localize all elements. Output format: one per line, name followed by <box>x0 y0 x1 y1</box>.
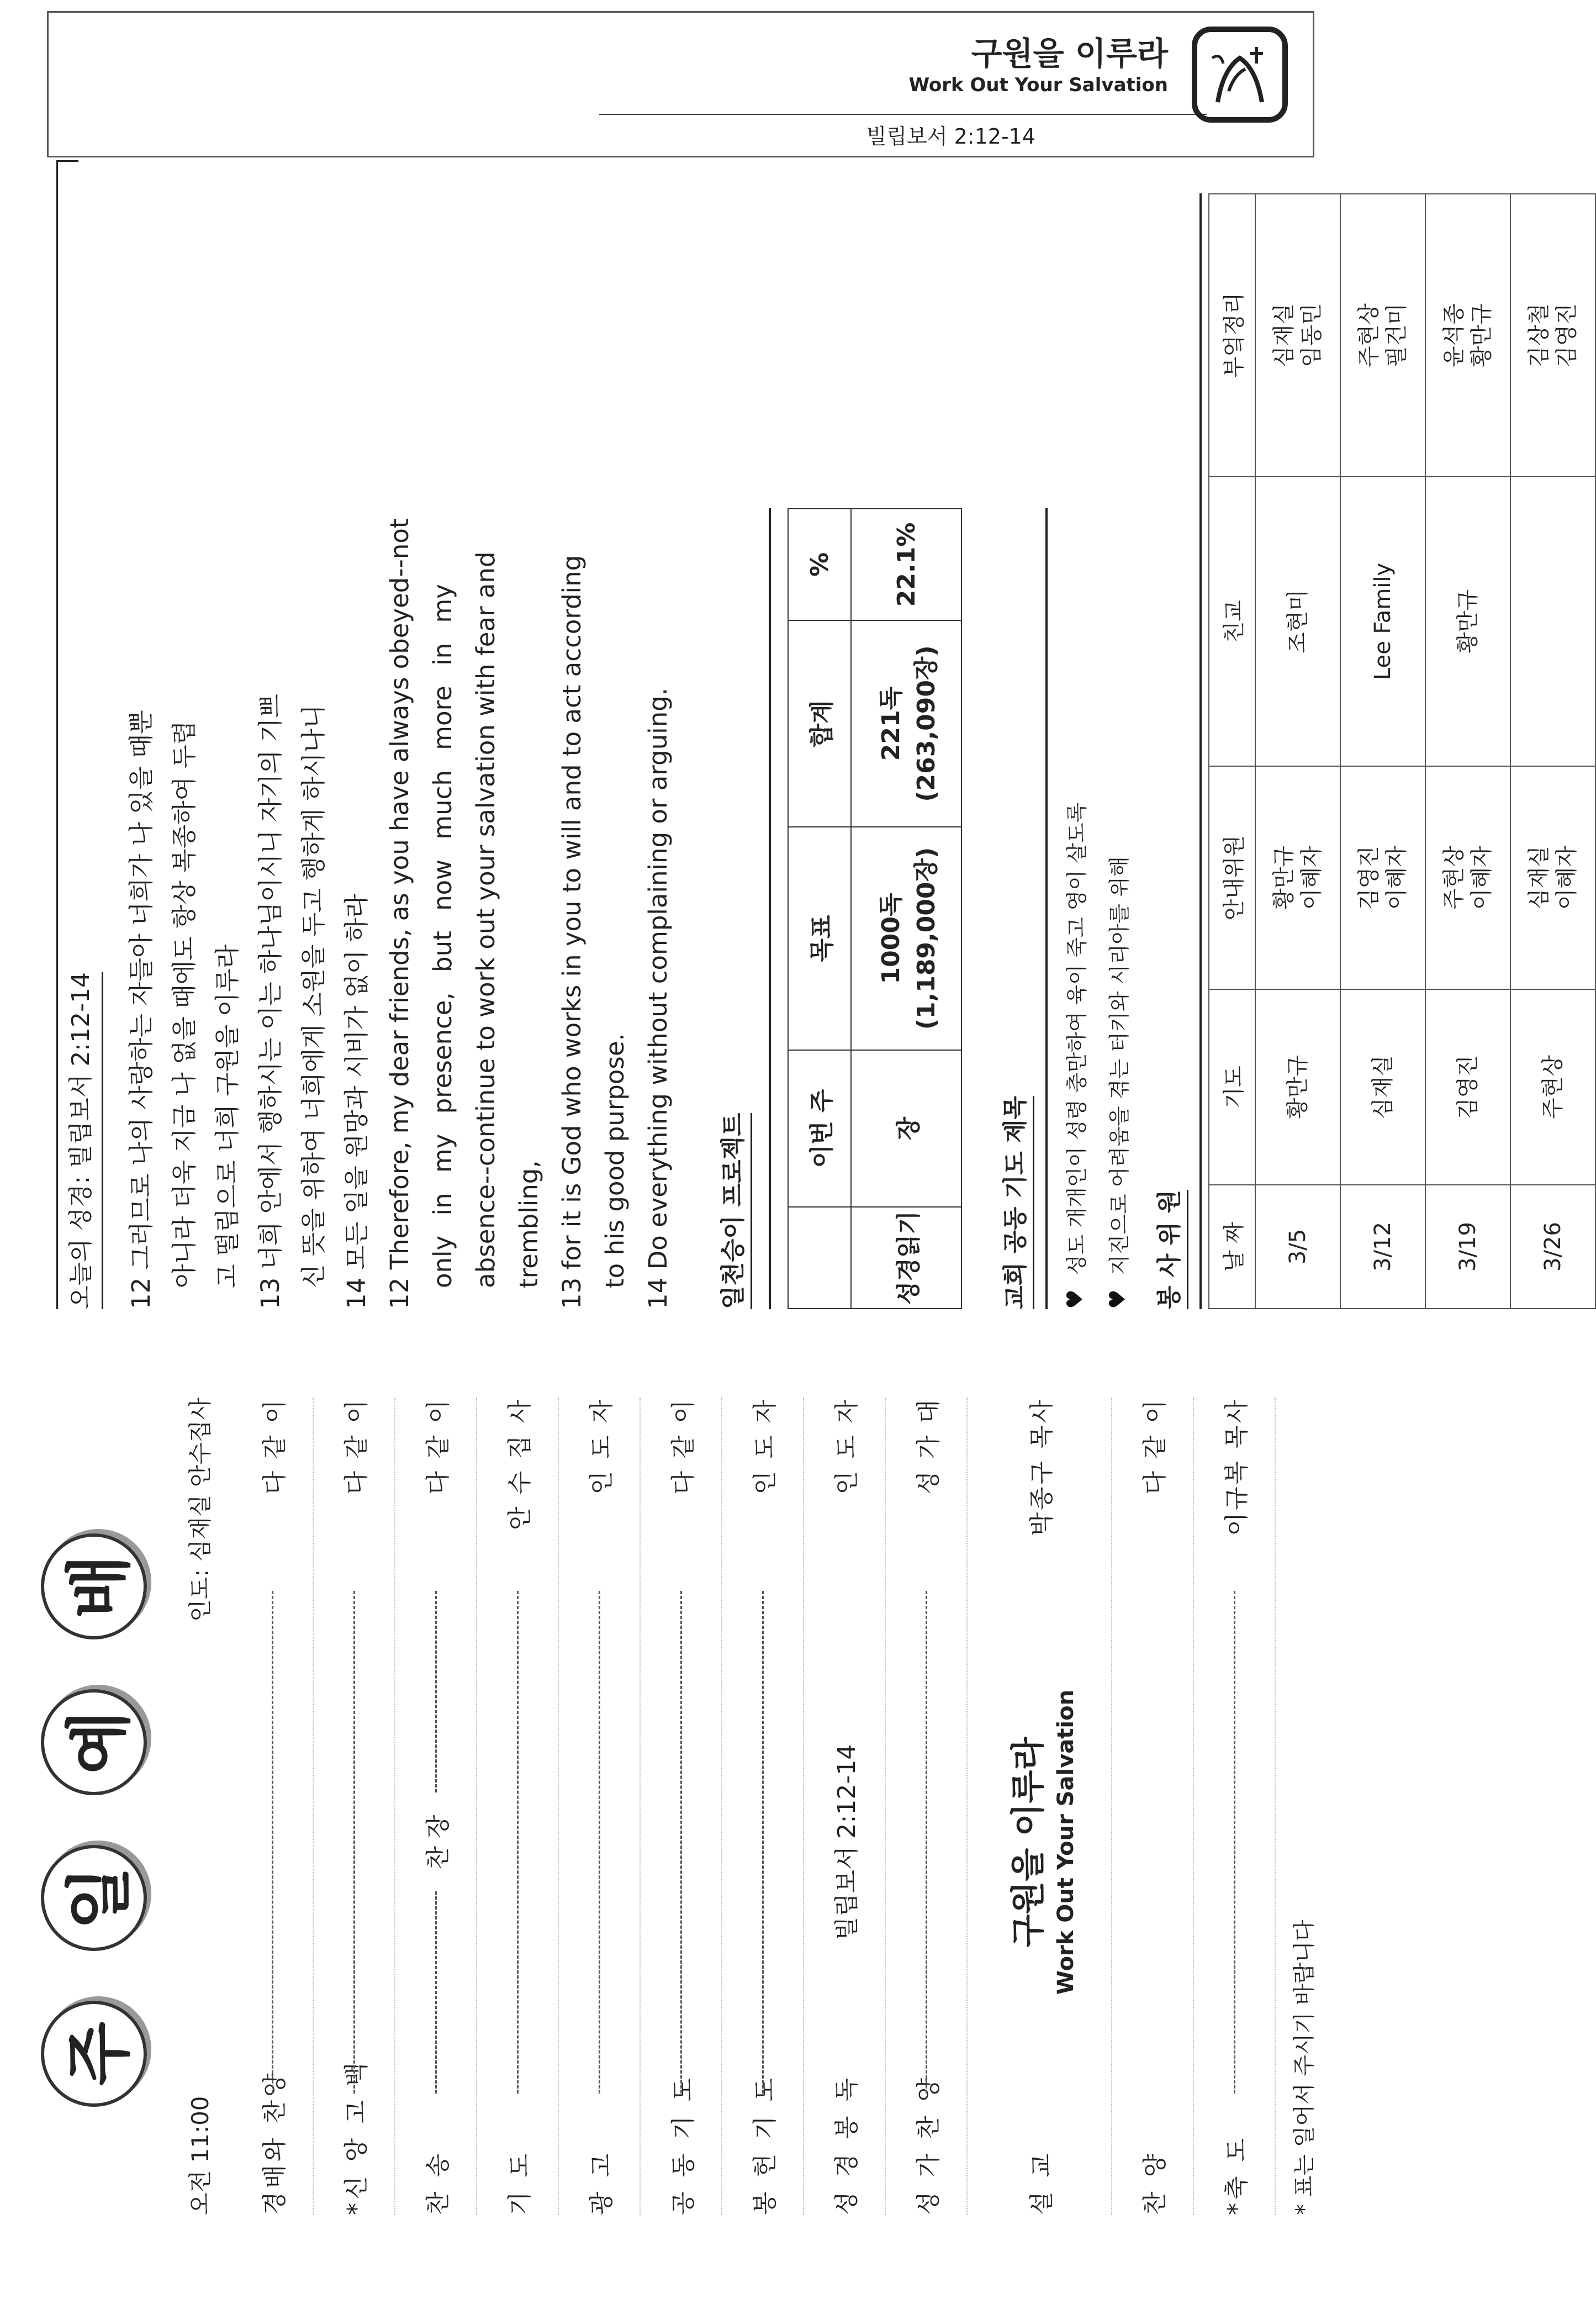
duty-guide-name: 이혜자 <box>1469 846 1494 910</box>
order-person: 다 같 이 <box>342 1398 371 1495</box>
worship-title-char: 주 <box>41 2001 147 2107</box>
heart-icon: ♥ <box>1062 1289 1088 1309</box>
order-person: 안 수 집 사 <box>506 1398 534 1530</box>
leader-dashes <box>353 1591 355 2094</box>
verse-line: trembling, <box>514 1160 543 1288</box>
project-this-week: 장 <box>851 1050 961 1207</box>
scripture-heading: 오늘의 성경: 빌립보서 2:12-14 <box>61 972 103 1309</box>
duty-row <box>1425 194 1510 1309</box>
sermon-title-ko: 구원을 이루라 <box>1007 1737 1048 1948</box>
verse-line: only in my presence, but now much more in my <box>428 584 457 1288</box>
leader-dashes <box>762 1591 764 2094</box>
leader-dashes <box>435 1892 437 2094</box>
verse-line: absence--continue to work out your salvation with fear and <box>471 551 500 1288</box>
verse-line: to his good purpose. <box>600 1033 630 1288</box>
order-label: 공 동 기 도 <box>669 2075 697 2215</box>
duty-header: 부엌정리 <box>1209 194 1255 477</box>
order-label: 찬 송 <box>424 2150 452 2215</box>
project-table <box>788 508 962 1309</box>
duty-table <box>1208 193 1596 1309</box>
duty-kitchen <box>1425 194 1510 477</box>
duty-kitchen-name: 심재실 <box>1271 303 1297 367</box>
cover-title-ko: 구원을 이루라 <box>971 35 1168 72</box>
order-person: 성 가 대 <box>915 1398 943 1495</box>
project-goal-main: 1000독 <box>877 893 905 984</box>
duty-kitchen <box>1340 194 1425 477</box>
order-label: 기 도 <box>506 2150 534 2215</box>
duty-guide-name: 이혜자 <box>1384 846 1409 910</box>
duty-guide <box>1510 766 1595 989</box>
duty-header-row <box>1209 194 1255 1309</box>
project-total <box>851 620 961 827</box>
duty-header: 기도 <box>1209 989 1255 1185</box>
project-title: 일천승이 프로젝트 <box>713 1113 752 1309</box>
order-row <box>559 1398 641 2215</box>
duty-row <box>1255 194 1340 1309</box>
service-leader: 인도: 심재실 안수집사 <box>187 1398 214 1622</box>
verse-line: 12 그러므로 나의 사랑하는 자들아 너희가 나 있을 때뿐 <box>126 710 156 1309</box>
top-rule <box>56 160 58 1309</box>
order-row <box>477 1398 559 2215</box>
order-label: 경배와 찬양 <box>261 2070 289 2215</box>
leader-dashes <box>1234 1591 1235 2094</box>
cover-content <box>47 11 1314 157</box>
duty-guide-name: 김영진 <box>1356 846 1382 910</box>
order-label: 성 가 찬 양 <box>915 2075 943 2215</box>
order-row <box>1112 1398 1194 2215</box>
project-header: 합계 <box>788 620 851 827</box>
project-name: 성경읽기 <box>851 1207 961 1309</box>
project-total-sub: (263,090장) <box>912 645 940 802</box>
worship-title <box>33 1420 155 2221</box>
order-label: *축 도 <box>1223 2135 1251 2215</box>
order-row <box>1194 1398 1276 2215</box>
scripture-verses <box>120 160 680 1309</box>
order-row <box>641 1398 722 2215</box>
order-label: 봉 헌 기 도 <box>751 2075 779 2215</box>
order-person: 다 같 이 <box>1141 1398 1169 1495</box>
prayer-item <box>1060 160 1090 1309</box>
order-person: 인 도 자 <box>751 1398 779 1495</box>
worship-title-char: 일 <box>41 1845 147 1951</box>
cover-rule <box>599 114 1207 115</box>
duty-date: 3/12 <box>1340 1185 1425 1309</box>
cover-title-en: Work Out Your Salvation <box>908 74 1168 96</box>
duty-fellowship: Lee Family <box>1340 477 1425 766</box>
duty-date: 3/19 <box>1425 1185 1510 1309</box>
duty-kitchen-name: 임동민 <box>1299 303 1324 367</box>
order-row <box>804 1398 886 2215</box>
duty-fellowship: 황만규 <box>1425 477 1510 766</box>
duty-kitchen-name: 필건미 <box>1384 303 1409 367</box>
duty-title: 봉 사 위 원 <box>1149 1190 1188 1309</box>
duty-prayer: 주현상 <box>1510 989 1595 1185</box>
order-person: 다 같 이 <box>261 1398 289 1495</box>
leader-dashes <box>272 1591 273 2094</box>
order-person: 인 도 자 <box>833 1398 861 1495</box>
duty-fellowship: 조현미 <box>1255 477 1340 766</box>
order-person: 다 같 이 <box>669 1398 697 1495</box>
project-header: % <box>788 509 851 620</box>
project-header-row <box>788 509 851 1309</box>
duty-prayer: 황만규 <box>1255 989 1340 1185</box>
duty-date: 3/5 <box>1255 1185 1340 1309</box>
cover-reference: 빌립보서 2:12-14 <box>866 124 1035 149</box>
leader-dashes <box>926 1591 927 2094</box>
project-header: 목표 <box>788 827 851 1050</box>
order-person: 다 같 이 <box>424 1398 452 1495</box>
order-label: 설 교 <box>1028 2150 1056 2215</box>
leader-dashes <box>680 1591 682 2094</box>
prayer-title: 교회 공동 기도 제목 <box>995 1096 1034 1309</box>
duty-row <box>1340 194 1425 1309</box>
order-row <box>886 1398 968 2215</box>
duty-kitchen-name: 황만규 <box>1469 303 1494 367</box>
duty-header: 안내위원 <box>1209 766 1255 989</box>
verse-line: 12 Therefore, my dear friends, as you have always obeyed--not <box>385 518 414 1309</box>
leader-dashes <box>435 1591 437 1793</box>
project-header: 이번 주 <box>788 1050 851 1207</box>
order-label: 성 경 봉 독 <box>833 2075 861 2215</box>
duty-kitchen-name: 김상철 <box>1526 303 1552 367</box>
duty-guide <box>1340 766 1425 989</box>
duty-date: 3/26 <box>1510 1185 1595 1309</box>
order-middle: 찬 장 <box>424 1815 452 1870</box>
worship-title-char: 배 <box>41 1533 147 1639</box>
order-person: 박종구 목사 <box>1028 1398 1056 1536</box>
section-rule <box>1199 193 1202 1309</box>
scripture-panel <box>61 160 1596 1309</box>
duty-header: 친교 <box>1209 477 1255 766</box>
section-rule <box>1045 508 1048 1309</box>
standing-note: * 표는 일어서 주시기 바랍니다 <box>1292 1920 1317 2215</box>
duty-kitchen-name: 주현상 <box>1356 303 1382 367</box>
worship-order-list <box>232 1398 1276 2215</box>
duty-prayer: 심재실 <box>1340 989 1425 1185</box>
order-label: 광 고 <box>588 2150 616 2215</box>
prayer-text: 지진으로 어려움을 겪는 터키와 시리아를 위해 <box>1107 856 1132 1275</box>
leader-dashes <box>599 1591 600 2094</box>
duty-kitchen <box>1255 194 1340 477</box>
praying-hands-icon <box>1190 25 1290 124</box>
prayer-section <box>995 160 1133 1309</box>
prayer-text: 성도 개개인이 성령 충만하여 육이 죽고 영이 살도록 <box>1065 802 1089 1275</box>
heart-icon: ♥ <box>1104 1289 1130 1309</box>
duty-prayer: 김영진 <box>1425 989 1510 1185</box>
duty-guide <box>1255 766 1340 989</box>
duty-kitchen <box>1510 194 1595 477</box>
verse-line: 14 Do everything without complaining or arguing. <box>643 688 673 1309</box>
duty-kitchen-name: 김영진 <box>1554 303 1579 367</box>
project-header <box>788 1207 851 1309</box>
verse-line: 아니라 더욱 지금 나 없을 때에도 항상 복종하여 두렵 <box>170 720 199 1288</box>
order-row <box>314 1398 395 2215</box>
project-total-main: 221독 <box>877 686 905 761</box>
duty-row <box>1510 194 1595 1309</box>
project-section <box>713 160 962 1309</box>
order-label: 찬 양 <box>1141 2150 1169 2215</box>
order-row <box>232 1398 314 2215</box>
order-row <box>722 1398 804 2215</box>
section-rule <box>769 508 771 1309</box>
duty-section <box>1149 160 1596 1309</box>
project-row <box>851 509 961 1309</box>
order-row <box>968 1398 1112 2215</box>
duty-guide-name: 이혜자 <box>1554 846 1579 910</box>
service-time: 오전 11:00 <box>187 2096 214 2215</box>
duty-guide-name: 황만규 <box>1271 846 1297 910</box>
verse-line: 13 for it is God who works in you to will and to act according <box>557 555 586 1309</box>
duty-guide-name: 이혜자 <box>1299 846 1324 910</box>
order-label: *신 앙 고 백 <box>342 2059 371 2215</box>
project-percent: 22.1% <box>851 509 961 620</box>
duty-guide <box>1425 766 1510 989</box>
project-goal <box>851 827 961 1050</box>
duty-guide-name: 주현상 <box>1441 846 1467 910</box>
duty-guide-name: 심재실 <box>1526 846 1552 910</box>
cover-upright <box>47 11 1314 157</box>
leader-dashes <box>517 1591 519 2094</box>
duty-kitchen-name: 윤석종 <box>1441 303 1467 367</box>
cover-titles <box>616 28 1168 96</box>
order-person: 이규복 목사 <box>1223 1398 1251 1536</box>
order-row <box>395 1398 477 2215</box>
verse-line: 고 떨림으로 너희 구원을 이루라 <box>213 944 242 1288</box>
duty-fellowship <box>1510 477 1595 766</box>
scripture-reading-ref: 빌립보서 2:12-14 <box>833 1744 861 1941</box>
order-person: 인 도 자 <box>588 1398 616 1495</box>
duty-header: 날 짜 <box>1209 1185 1255 1309</box>
project-goal-sub: (1,189,000장) <box>912 847 940 1030</box>
verse-line: 14 모든 일을 원망과 시비가 없이 하라 <box>342 894 371 1309</box>
prayer-item <box>1102 160 1133 1309</box>
sermon-title-en: Work Out Your Salvation <box>1053 1689 1079 1995</box>
sermon-title <box>1001 1580 1079 2105</box>
top-rule-end <box>56 160 78 162</box>
worship-title-char: 예 <box>41 1689 147 1795</box>
verse-line: 신 뜻을 위하여 너희에게 소원을 두고 행하게 하시나니 <box>299 704 328 1288</box>
verse-line: 13 너희 안에서 행하시는 이는 하나님이시니 자기의 기쁘 <box>256 694 285 1309</box>
